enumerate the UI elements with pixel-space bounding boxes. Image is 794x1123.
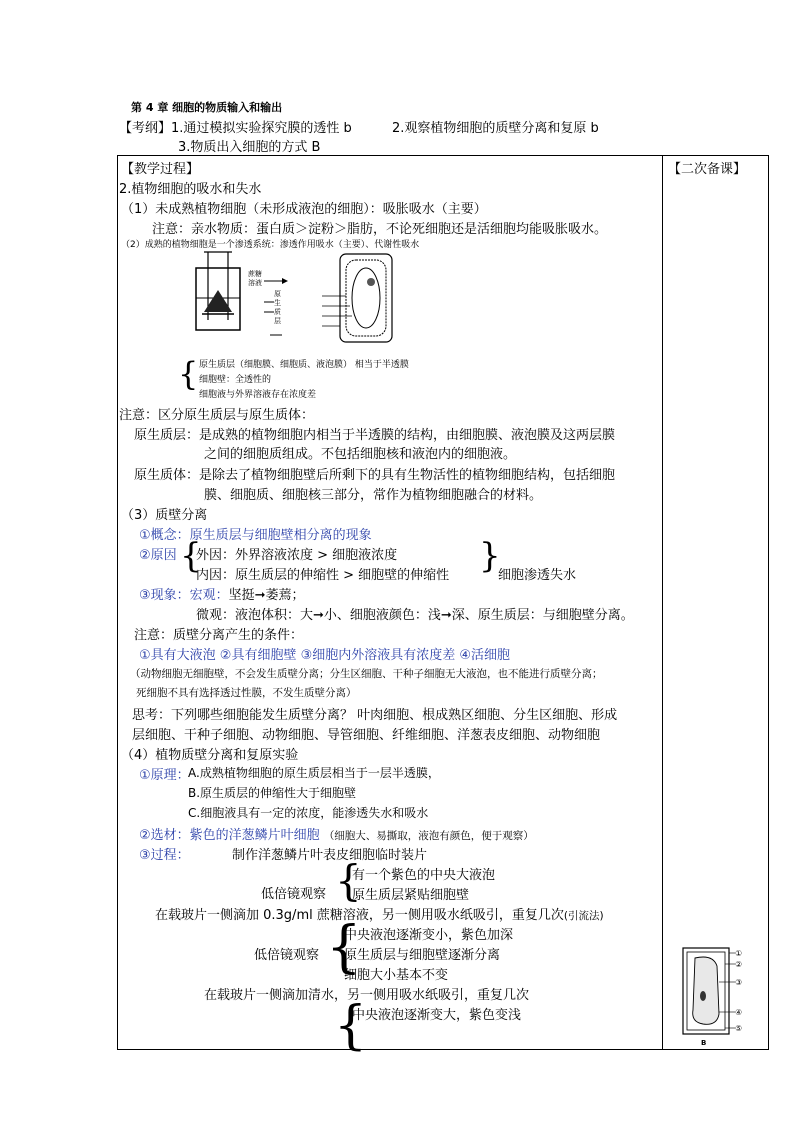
material-text: 紫色的洋葱鳞片叶细胞 (189, 828, 320, 843)
observe-1-a: 有一个紫色的中央大液泡 (352, 868, 496, 883)
external-cause: 外因：外界溶液浓度 > 细胞液浓度 (196, 548, 398, 563)
cell-wall-shape (340, 254, 392, 342)
observe-2-label: 低倍镜观察 (254, 948, 320, 963)
cause-label: ②原因 (139, 548, 177, 563)
think-line-2: 层细胞、干种子细胞、动物细胞、导管细胞、纤维细胞、洋葱表皮细胞、动物细胞 (132, 728, 601, 743)
observe-1-brace: { (335, 856, 362, 905)
plasmolysis-cell-figure (673, 944, 763, 1048)
osmotic-system-line: （2）成熟的植物细胞是一个渗透系统：渗透作用吸水（主要）、代谢性吸水 (121, 240, 420, 250)
phenomenon-label: ③现象：宏观： (139, 588, 229, 603)
protoplasm-layer-def-1: 原生质层：是成熟的植物细胞内相当于半透膜的结构，由细胞膜、液泡膜及这两层膜 (134, 428, 616, 443)
protoplasm-layer-def-2: 之间的细胞质组成。不包括细胞核和液泡内的细胞液。 (204, 447, 517, 462)
remark-line-2: 死细胞不具有选择透过性膜，不发生质壁分离） (136, 687, 357, 699)
immature-cell-line: （1）未成熟植物细胞（未形成液泡的细胞）：吸胀吸水（主要） (121, 202, 487, 217)
sucrose-label-2: 溶液 (248, 279, 262, 287)
process-step-3: 在载玻片一侧滴加清水，另一侧用吸水纸吸引，重复几次 (204, 988, 530, 1003)
observe-2-a: 中央液泡逐渐变小，紫色加深 (344, 928, 514, 943)
plasmolysis-title: （3）质壁分离 (121, 508, 208, 523)
principle-label: ①原理： (139, 768, 190, 783)
protoplast-def-1: 原生质体：是除去了植物细胞壁后所剩下的具有生物活性的植物细胞结构，包括细胞 (134, 468, 616, 483)
osmosis-figure (190, 250, 410, 350)
kaogang-label: 【考纲】 (119, 121, 172, 136)
fig2-protoplast (693, 957, 719, 1024)
fig2-num-2: ② (735, 960, 743, 969)
material-line (139, 824, 534, 843)
principle-c: C.细胞液具有一定的浓度，能渗透失水和吸水 (188, 806, 429, 820)
observe-3-brace: { (334, 996, 368, 1056)
kaogang-item2: 2.观察植物细胞的质壁分离和复原 b (391, 121, 599, 136)
table-divider (662, 155, 663, 1050)
experiment-title: （4）植物质壁分离和复原实验 (121, 748, 299, 763)
brace-item-protoplasm: 原生质层（细胞膜、细胞质、液泡膜） 相当于半透膜 (199, 360, 409, 370)
process-step-2-text: 在载玻片一侧滴加 0.3g/ml 蔗糖溶液，另一侧用吸水纸吸引，重复几次 (155, 908, 564, 923)
protoplast-def-2: 膜、细胞质、细胞核三部分，常作为植物细胞融合的材料。 (204, 488, 543, 503)
observe-1-b: 原生质层紧贴细胞壁 (352, 888, 470, 903)
kaogang-item3: 3.物质出入细胞的方式 B (178, 140, 321, 155)
second-prep-header: 【二次备课】 (668, 162, 747, 177)
protoplasm-label-2: 生 (274, 299, 281, 307)
observe-3-a: 中央液泡逐渐变大，紫色变浅 (352, 1008, 522, 1023)
fig2-num-5: ⑤ (735, 1024, 743, 1033)
internal-cause: 内因：原生质层的伸缩性 > 细胞壁的伸缩性 (196, 568, 450, 583)
material-label: ②选材： (139, 828, 190, 843)
section-title: 2.植物细胞的吸水和失水 (119, 182, 262, 197)
concept-line (139, 524, 372, 543)
vacuole-shape (352, 268, 380, 328)
phenomenon-line (139, 584, 305, 603)
nucleus-shape (367, 278, 375, 286)
conditions-list: ①具有大液泡 ②具有细胞壁 ③细胞内外溶液具有浓度差 ④活细胞 (139, 648, 511, 663)
hydrophilic-note: 注意：亲水物质：蛋白质＞淀粉＞脂肪，不论死细胞还是活细胞均能吸胀吸水。 (152, 222, 608, 237)
protoplasm-label-3: 质 (274, 308, 281, 316)
cause-result: 细胞渗透失水 (498, 568, 577, 583)
fig2-nucleus (700, 991, 706, 1001)
cause-brace-left: { (180, 536, 202, 576)
kaogang-item1: 1.通过模拟实验探究膜的透性 b (171, 121, 352, 136)
concept-text: 原生质层与细胞壁相分离的现象 (189, 528, 372, 543)
distinguish-note: 注意：区分原生质层与原生质体： (119, 408, 315, 423)
observe-2-c: 细胞大小基本不变 (344, 968, 449, 983)
process-step-2-note: (引流法) (563, 910, 604, 922)
cause-brace-right: } (479, 536, 501, 576)
arrow-1-head (282, 278, 288, 284)
fig2-label: B (701, 1039, 707, 1047)
protoplasm-label-1: 原 (274, 290, 281, 298)
think-line-1: 思考：下列哪些细胞能发生质壁分离？ 叶肉细胞、根成熟区细胞、分生区细胞、形成 (132, 708, 618, 723)
brace-1: { (178, 355, 199, 393)
observe-2-b: 原生质层与细胞壁逐渐分离 (344, 948, 501, 963)
teaching-process-header: 【教学过程】 (121, 162, 200, 177)
process-step-1: 制作洋葱鳞片叶表皮细胞临时装片 (232, 848, 428, 863)
observe-2-brace: { (326, 915, 362, 980)
chapter-title: 第 4 章 细胞的物质输入和输出 (131, 101, 283, 114)
principle-a: A.成熟植物细胞的原生质层相当于一层半透膜， (188, 766, 440, 780)
kaogang-line1 (119, 117, 599, 136)
conditions-title: 注意：质壁分离产生的条件： (134, 628, 304, 643)
observe-1-label: 低倍镜观察 (261, 887, 327, 902)
sucrose-label-1: 蔗糖 (248, 270, 262, 278)
fig2-num-1: ① (735, 949, 743, 958)
protoplasm-label-4: 层 (274, 317, 281, 325)
principle-b: B.原生质层的伸缩性大于细胞壁 (188, 786, 357, 800)
brace-item-cellwall: 细胞壁：全透性的 (199, 375, 272, 385)
fig2-num-4: ④ (735, 1008, 743, 1017)
phenomenon-macro: 坚挺➞萎蔫； (228, 588, 305, 603)
fig2-num-3: ③ (735, 978, 743, 987)
process-step-2 (155, 904, 604, 923)
concept-label: ①概念： (139, 528, 190, 543)
phenomenon-micro: 微观：液泡体积：大➞小、细胞液颜色：浅➞深、原生质层：与细胞壁分离。 (196, 608, 634, 623)
remark-line-1: （动物细胞无细胞壁，不会发生质壁分离；分生区细胞、干种子细胞无大液泡，也不能进行质壁分离； (130, 668, 603, 680)
material-note: （细胞大、易撕取，液泡有颜色，便于观察） (323, 830, 534, 842)
brace-item-concentration: 细胞液与外界溶液存在浓度差 (199, 390, 317, 400)
process-label: ③过程： (139, 848, 190, 863)
